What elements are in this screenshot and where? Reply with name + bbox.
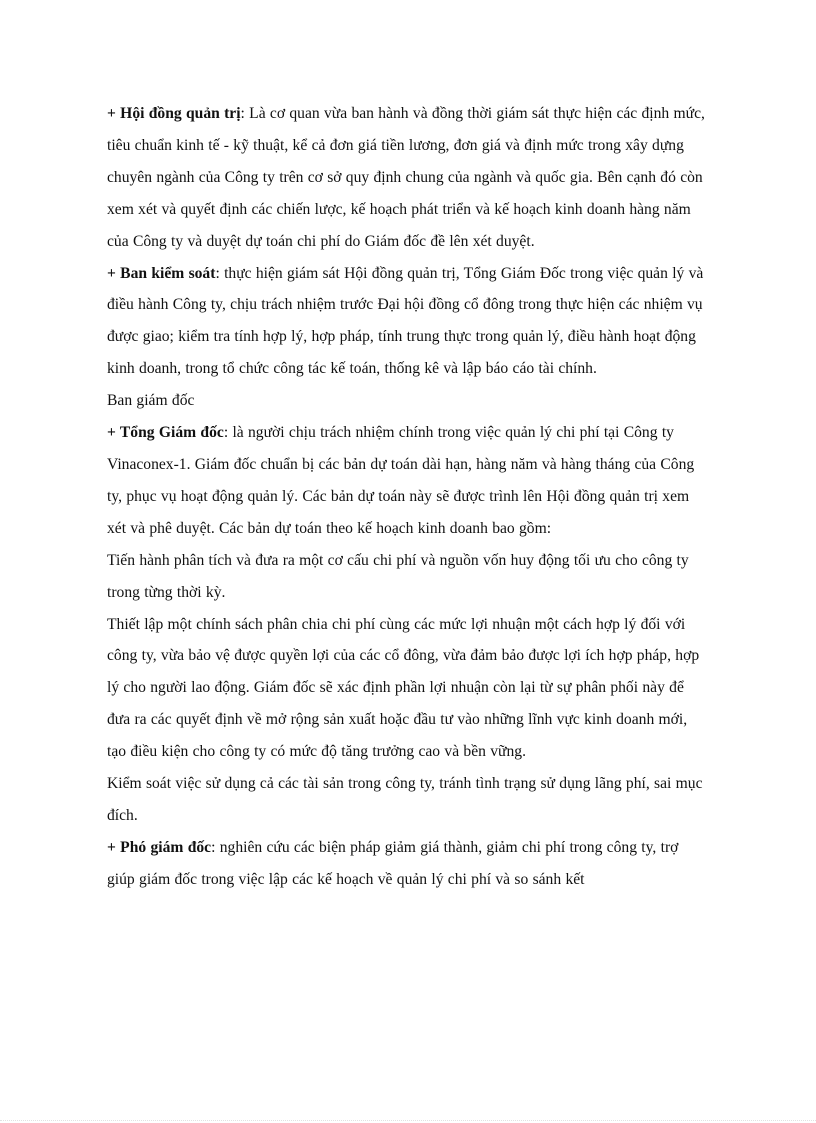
paragraph-text: Thiết lập một chính sách phân chia chi phí cùng các mức lợi nhuận một cách hợp lý đối với công ty, vừa bảo vệ được quyền lợi của các cổ đông, vừa đảm bảo được lợi ích hợp pháp, hợp lý cho người lao động. Giám đốc sẽ xác định phần lợi nhuận còn lại từ sự phân phối này để đưa ra các quyết định về mở rộng sản xuất hoặc đầu tư vào những lĩnh vực kinh doanh mới, tạo điều kiện cho công ty có mức độ tăng trưởng cao và bền vững. <box>107 615 700 761</box>
paragraph-text: Tiến hành phân tích và đưa ra một cơ cấu chi phí và nguồn vốn huy động tối ưu cho công ty trong từng thời kỳ. <box>107 551 689 601</box>
paragraph-chinh-sach-phan-chia <box>107 609 707 769</box>
section-heading-ban-giam-doc <box>107 385 707 417</box>
paragraph-text: : nghiên cứu các biện pháp giảm giá thành, giảm chi phí trong công ty, trợ giúp giám đốc trong việc lập các kế hoạch về quản lý chi phí và so sánh kết <box>107 838 679 888</box>
paragraph-text: Kiểm soát việc sử dụng cả các tài sản trong công ty, tránh tình trạng sử dụng lãng phí, sai mục đích. <box>107 775 703 824</box>
paragraph-ban-kiem-soat <box>107 258 707 386</box>
paragraph-pho-giam-doc <box>107 832 707 896</box>
paragraph-text: : Là cơ quan vừa ban hành và đồng thời giám sát thực hiện các định mức, tiêu chuẩn kinh tế - kỹ thuật, kể cả đơn giá tiền lương, đơn giá và định mức trong xây dựng chuyên ngành của Công ty trên cơ sở quy định chung của ngành và quốc gia. Bên cạnh đó còn xem xét và quyết định các chiến lược, kế hoạch phát triển và kế hoạch kinh doanh hàng năm của Công ty và duyệt dự toán chi phí do Giám đốc đề lên xét duyệt. <box>107 105 705 250</box>
paragraph-text: : thực hiện giám sát Hội đồng quản trị, Tổng Giám Đốc trong việc quản lý và điều hành Công ty, chịu trách nhiệm trước Đại hội đồng cổ đông trong thực hiện các nhiệm vụ được giao; kiểm tra tính hợp lý, hợp pháp, tính trung thực trong quản lý, điều hành hoạt động kinh doanh, trong tổ chức công tác kế toán, thống kê và lập báo cáo tài chính. <box>107 264 704 378</box>
document-body <box>107 98 707 896</box>
paragraph-lead: + Ban kiểm soát <box>107 264 216 282</box>
paragraph-phan-tich-co-cau <box>107 545 707 609</box>
paragraph-hoi-dong-quan-tri <box>107 98 707 258</box>
paragraph-kiem-soat-tai-san <box>107 768 707 832</box>
page-bottom-edge <box>0 1120 816 1121</box>
paragraph-text: : là người chịu trách nhiệm chính trong việc quản lý chi phí tại Công ty Vinaconex-1. Giám đốc chuẩn bị các bản dự toán dài hạn, hàng năm và hàng tháng của Công ty, phục vụ hoạt động quản lý. Các bản dự toán này sẽ được trình lên Hội đồng quản trị xem xét và phê duyệt. Các bản dự toán theo kế hoạch kinh doanh bao gồm: <box>107 424 695 537</box>
paragraph-lead: + Tổng Giám đốc <box>107 424 224 442</box>
paragraph-lead: + Phó giám đốc <box>107 838 212 856</box>
paragraph-tong-giam-doc <box>107 417 707 545</box>
paragraph-text: Ban giám đốc <box>107 392 195 410</box>
paragraph-lead: + Hội đồng quản trị <box>107 105 241 122</box>
